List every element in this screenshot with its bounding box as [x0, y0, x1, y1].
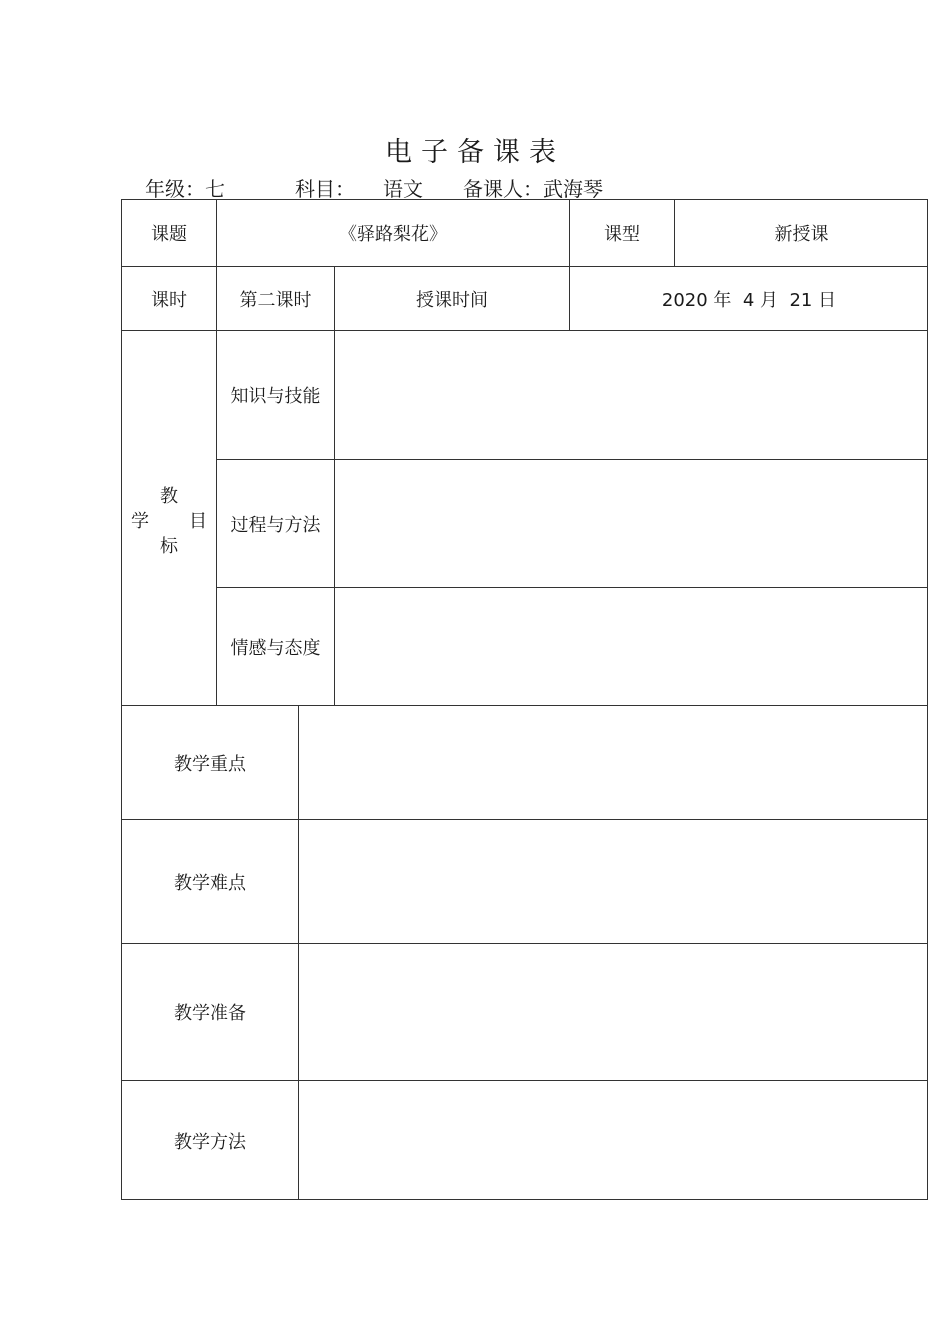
key-point-label-cell	[121, 705, 298, 819]
objective-process-text: 过程与方法	[230, 514, 321, 536]
period-label: 课时	[151, 289, 187, 311]
period-value: 第二课时	[239, 289, 312, 311]
time-label: 授课时间	[416, 289, 488, 311]
preparation-label: 教学准备	[174, 1003, 246, 1024]
type-label: 课型	[604, 224, 640, 245]
topic-value-cell[interactable]	[216, 199, 569, 266]
type-value: 新授课	[774, 224, 829, 245]
period-value-cell[interactable]	[216, 266, 334, 330]
method-content[interactable]	[298, 1080, 928, 1200]
type-label-cell	[569, 199, 674, 266]
objective-label-knowledge	[216, 330, 334, 459]
objective-label-process	[216, 459, 334, 587]
topic-label-cell	[121, 199, 216, 266]
preparer-label: 备课人：武海琴	[463, 177, 603, 201]
time-value: 2020 年 4 月 21 日	[661, 289, 837, 311]
key-point-label: 教学重点	[174, 753, 246, 775]
objectives-char-2: 学	[131, 511, 149, 532]
objective-attitude-text: 情感与态度	[230, 637, 321, 659]
objectives-char-3: 目	[189, 511, 207, 532]
period-label-cell	[121, 266, 216, 330]
preparation-content[interactable]	[298, 943, 928, 1080]
type-value-cell[interactable]	[674, 199, 928, 266]
objective-content-attitude[interactable]	[334, 587, 928, 705]
objectives-char-1: 教	[160, 486, 178, 507]
lesson-plan-table	[121, 199, 928, 1200]
objective-content-knowledge[interactable]	[334, 330, 928, 459]
topic-label: 课题	[151, 224, 187, 245]
method-label: 教学方法	[174, 1131, 246, 1153]
subject-value: 语文	[383, 177, 423, 201]
objective-content-process[interactable]	[334, 459, 928, 587]
topic-value: 《驿路梨花》	[339, 224, 447, 245]
objective-knowledge-text: 知识与技能	[230, 386, 321, 407]
key-point-content[interactable]	[298, 705, 928, 819]
page-title: 电子备课表	[385, 137, 565, 168]
subject-label: 科目：	[295, 177, 355, 201]
time-label-cell	[334, 266, 569, 330]
difficulty-content[interactable]	[298, 819, 928, 943]
method-label-cell	[121, 1080, 298, 1200]
difficulty-label-cell	[121, 819, 298, 943]
grade-label: 年级：七	[145, 177, 225, 201]
objectives-char-4: 标	[160, 536, 178, 557]
difficulty-label: 教学难点	[174, 872, 246, 894]
preparation-label-cell	[121, 943, 298, 1080]
objective-label-attitude	[216, 587, 334, 705]
time-value-cell[interactable]	[569, 266, 928, 330]
